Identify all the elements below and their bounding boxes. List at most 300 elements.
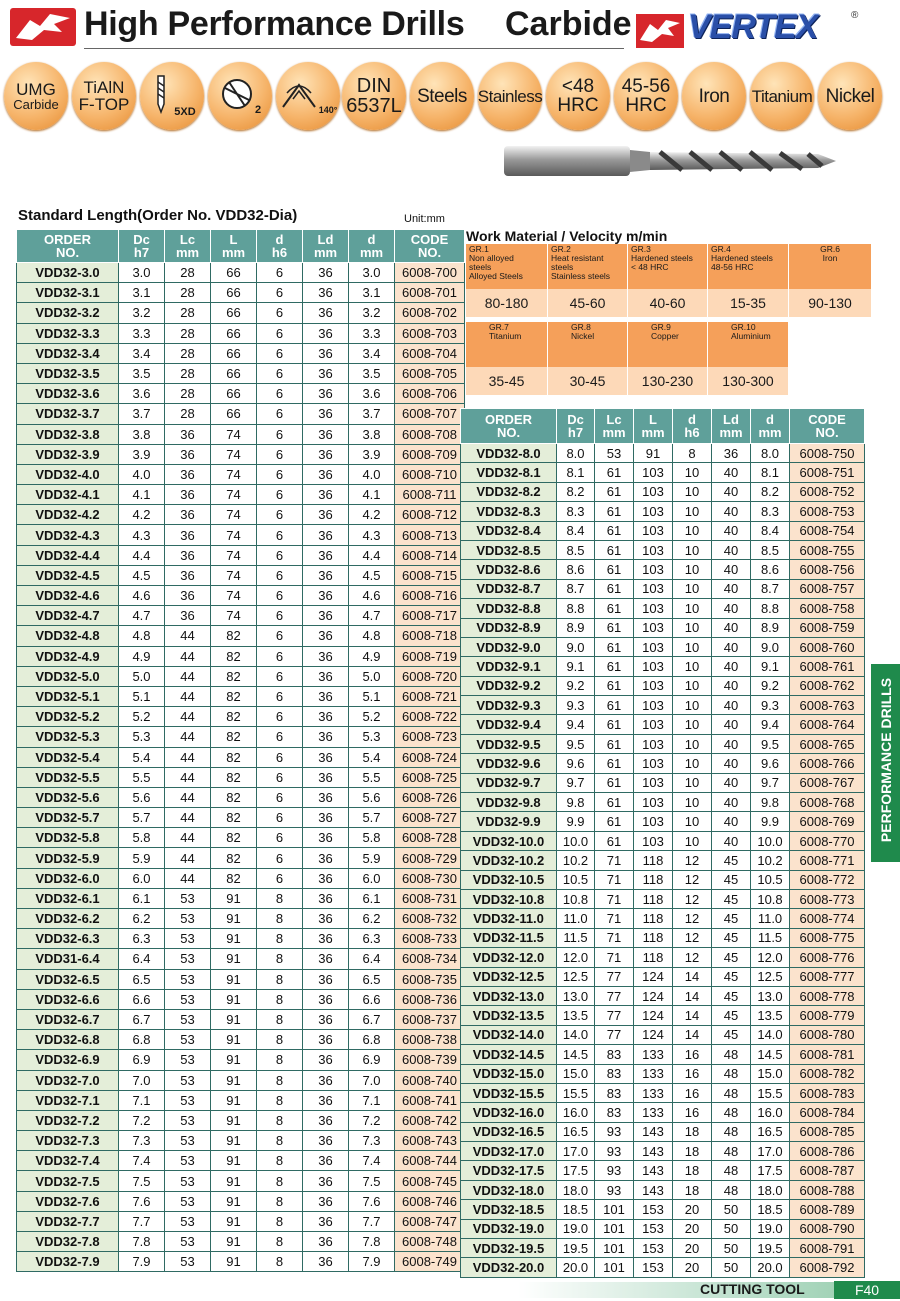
table-row [17, 646, 465, 666]
spec-cell: 91 [211, 1009, 257, 1029]
spec-cell: 61 [595, 657, 634, 676]
spec-cell: 8 [257, 1191, 303, 1211]
spec-cell: 19.0 [557, 1219, 595, 1238]
order-number-cell: VDD32-12.5 [461, 967, 557, 986]
spec-cell: 6.2 [119, 909, 165, 929]
spec-cell: 6 [257, 464, 303, 484]
spec-cell: 8.9 [751, 618, 790, 637]
badge-label: Titanium [751, 86, 813, 106]
spec-cell: 17.0 [751, 1142, 790, 1161]
spec-cell: 6 [257, 727, 303, 747]
spec-table-right [460, 408, 865, 1278]
spec-cell: 6 [257, 808, 303, 828]
velocity-value: 30-45 [548, 367, 627, 395]
spec-cell: 71 [595, 948, 634, 967]
order-number-cell: VDD32-4.9 [17, 646, 119, 666]
table-row [17, 1070, 465, 1090]
spec-cell: 8.2 [557, 482, 595, 501]
spec-cell: 3.3 [119, 323, 165, 343]
column-header [712, 409, 751, 444]
spec-cell: 53 [165, 1171, 211, 1191]
code-number-cell: 6008-788 [790, 1180, 865, 1199]
spec-cell: 20 [673, 1239, 712, 1258]
badge-label: Steels [417, 85, 467, 107]
spec-cell: 82 [211, 848, 257, 868]
spec-cell: 14 [673, 1025, 712, 1044]
column-header-line2: mm [359, 245, 384, 260]
material-group-code: GR.8 [571, 322, 591, 332]
spec-cell: 101 [595, 1219, 634, 1238]
order-number-cell: VDD32-9.0 [461, 637, 557, 656]
spec-cell: 4.5 [119, 565, 165, 585]
table-row [461, 986, 865, 1005]
order-number-cell: VDD32-10.2 [461, 851, 557, 870]
code-number-cell: 6008-720 [395, 666, 465, 686]
material-group-code: GR.9 [651, 322, 671, 332]
spec-cell: 8 [257, 1090, 303, 1110]
code-number-cell: 6008-711 [395, 485, 465, 505]
code-number-cell: 6008-734 [395, 949, 465, 969]
spec-cell: 103 [634, 715, 673, 734]
order-number-cell: VDD32-5.7 [17, 808, 119, 828]
spec-cell: 6 [257, 485, 303, 505]
spec-cell: 36 [165, 464, 211, 484]
spec-cell: 14.5 [751, 1045, 790, 1064]
spec-cell: 7.0 [119, 1070, 165, 1090]
spec-cell: 40 [712, 812, 751, 831]
material-group-code: GR.3 [631, 244, 651, 254]
spec-cell: 28 [165, 323, 211, 343]
spec-cell: 16.0 [751, 1103, 790, 1122]
spec-cell: 6.8 [119, 1030, 165, 1050]
spec-cell: 36 [303, 1090, 349, 1110]
feature-badge [818, 62, 882, 130]
spec-cell: 18.5 [751, 1200, 790, 1219]
material-group-header [628, 244, 707, 289]
spec-cell: 66 [211, 384, 257, 404]
column-header [751, 409, 790, 444]
spec-cell: 10 [673, 657, 712, 676]
column-header-line1: Ld [317, 232, 334, 247]
spec-cell: 103 [634, 773, 673, 792]
spec-cell: 40 [712, 734, 751, 753]
column-header-line1: Lc [179, 232, 196, 247]
table-row [461, 521, 865, 540]
spec-cell: 6 [257, 444, 303, 464]
spec-cell: 44 [165, 828, 211, 848]
spec-cell: 83 [595, 1083, 634, 1102]
spec-cell: 40 [712, 463, 751, 482]
spec-cell: 103 [634, 754, 673, 773]
order-number-cell: VDD32-6.8 [17, 1030, 119, 1050]
code-number-cell: 6008-790 [790, 1219, 865, 1238]
spec-cell: 5.7 [349, 808, 395, 828]
badge-content [13, 81, 59, 111]
order-number-cell: VDD32-16.0 [461, 1103, 557, 1122]
spec-cell: 5.1 [119, 686, 165, 706]
spec-cell: 61 [595, 521, 634, 540]
spec-cell: 10.2 [557, 851, 595, 870]
code-number-cell: 6008-706 [395, 384, 465, 404]
spec-cell: 36 [303, 1110, 349, 1130]
spec-cell: 3.4 [119, 343, 165, 363]
order-number-cell: VDD32-4.8 [17, 626, 119, 646]
spec-cell: 153 [634, 1200, 673, 1219]
code-number-cell: 6008-776 [790, 948, 865, 967]
order-number-cell: VDD32-8.6 [461, 560, 557, 579]
order-number-cell: VDD32-8.0 [461, 444, 557, 463]
badge-content [752, 88, 813, 105]
spec-cell: 10 [673, 831, 712, 850]
spec-cell: 53 [165, 1252, 211, 1272]
spec-cell: 36 [303, 505, 349, 525]
spec-cell: 91 [211, 969, 257, 989]
material-group-desc: Nickel [571, 331, 595, 341]
spec-cell: 36 [303, 909, 349, 929]
spec-cell: 16 [673, 1045, 712, 1064]
order-number-cell: VDD32-5.4 [17, 747, 119, 767]
order-number-cell: VDD32-18.0 [461, 1180, 557, 1199]
spec-cell: 36 [303, 1030, 349, 1050]
table-row [17, 1232, 465, 1252]
spec-cell: 61 [595, 773, 634, 792]
spec-cell: 9.6 [557, 754, 595, 773]
spec-cell: 9.5 [751, 734, 790, 753]
table-row [17, 485, 465, 505]
code-number-cell: 6008-702 [395, 303, 465, 323]
column-header [17, 230, 119, 263]
spec-cell: 36 [303, 868, 349, 888]
column-header-line2: mm [175, 245, 200, 260]
feature-badge [72, 62, 136, 130]
order-number-cell: VDD32-7.4 [17, 1151, 119, 1171]
material-group-desc: Iron [822, 253, 838, 263]
spec-cell: 36 [165, 565, 211, 585]
spec-cell: 36 [303, 384, 349, 404]
column-header-line2: mm [313, 245, 338, 260]
spec-cell: 36 [303, 343, 349, 363]
code-number-cell: 6008-729 [395, 848, 465, 868]
code-number-cell: 6008-723 [395, 727, 465, 747]
spec-cell: 124 [634, 1006, 673, 1025]
spec-cell: 5.0 [119, 666, 165, 686]
spec-cell: 6 [257, 747, 303, 767]
spec-cell: 143 [634, 1161, 673, 1180]
code-number-cell: 6008-752 [790, 482, 865, 501]
spec-cell: 10 [673, 502, 712, 521]
spec-cell: 16 [673, 1103, 712, 1122]
table-row [461, 1258, 865, 1277]
table-body [461, 444, 865, 1278]
material-group-header [789, 244, 871, 289]
order-number-cell: VDD32-9.5 [461, 734, 557, 753]
spec-cell: 10 [673, 773, 712, 792]
spec-cell: 20 [673, 1219, 712, 1238]
column-header-line2: h6 [271, 245, 288, 260]
spec-cell: 36 [165, 505, 211, 525]
spec-cell: 40 [712, 599, 751, 618]
code-number-cell: 6008-778 [790, 986, 865, 1005]
work-material-title: Work Material / Velocity m/min [466, 228, 668, 244]
material-group-header [708, 322, 788, 367]
table-row [17, 1090, 465, 1110]
code-number-cell: 6008-725 [395, 767, 465, 787]
spec-cell: 36 [303, 606, 349, 626]
spec-cell: 93 [595, 1142, 634, 1161]
column-header [303, 230, 349, 263]
code-number-cell: 6008-739 [395, 1050, 465, 1070]
spec-cell: 101 [595, 1258, 634, 1277]
code-number-cell: 6008-719 [395, 646, 465, 666]
spec-cell: 10 [673, 754, 712, 773]
spec-cell: 6 [257, 263, 303, 283]
spec-cell: 6.1 [349, 888, 395, 908]
spec-cell: 103 [634, 618, 673, 637]
code-number-cell: 6008-774 [790, 909, 865, 928]
order-number-cell: VDD32-9.8 [461, 793, 557, 812]
registered-mark: ® [851, 10, 859, 21]
spec-cell: 45 [712, 948, 751, 967]
badge-label: Stainless [477, 86, 543, 106]
velocity-value: 90-130 [789, 289, 871, 317]
spec-cell: 8 [257, 969, 303, 989]
badge-content [826, 87, 875, 106]
spec-cell: 36 [303, 767, 349, 787]
spec-cell: 44 [165, 666, 211, 686]
code-number-cell: 6008-727 [395, 808, 465, 828]
code-number-cell: 6008-786 [790, 1142, 865, 1161]
spec-cell: 10.8 [751, 889, 790, 908]
order-number-cell: VDD32-6.7 [17, 1009, 119, 1029]
spec-cell: 93 [595, 1161, 634, 1180]
spec-cell: 71 [595, 928, 634, 947]
spec-cell: 143 [634, 1122, 673, 1141]
spec-cell: 40 [712, 502, 751, 521]
table-row [461, 773, 865, 792]
table-row [17, 848, 465, 868]
spec-cell: 17.5 [557, 1161, 595, 1180]
spec-cell: 6 [257, 828, 303, 848]
code-number-cell: 6008-769 [790, 812, 865, 831]
spec-cell: 82 [211, 828, 257, 848]
spec-cell: 7.6 [119, 1191, 165, 1211]
spec-cell: 103 [634, 831, 673, 850]
table-row [17, 949, 465, 969]
spec-cell: 53 [595, 444, 634, 463]
table-row [17, 464, 465, 484]
spec-cell: 4.6 [349, 586, 395, 606]
order-number-cell: VDD32-10.0 [461, 831, 557, 850]
table-row [461, 599, 865, 618]
spec-cell: 53 [165, 989, 211, 1009]
order-number-cell: VDD32-4.7 [17, 606, 119, 626]
spec-cell: 3.5 [349, 363, 395, 383]
spec-cell: 5.2 [119, 707, 165, 727]
code-number-cell: 6008-704 [395, 343, 465, 363]
code-number-cell: 6008-746 [395, 1191, 465, 1211]
order-number-cell: VDD32-5.0 [17, 666, 119, 686]
table-row [461, 928, 865, 947]
spec-cell: 8 [257, 1151, 303, 1171]
spec-cell: 36 [303, 848, 349, 868]
spec-cell: 5.7 [119, 808, 165, 828]
code-number-cell: 6008-755 [790, 540, 865, 559]
spec-cell: 118 [634, 928, 673, 947]
table-row [461, 579, 865, 598]
order-number-cell: VDD32-3.2 [17, 303, 119, 323]
spec-cell: 91 [211, 1252, 257, 1272]
spec-cell: 12.5 [557, 967, 595, 986]
table-header [461, 409, 865, 444]
spec-cell: 118 [634, 870, 673, 889]
spec-cell: 6 [257, 666, 303, 686]
table-row [461, 1239, 865, 1258]
feature-badge [4, 62, 68, 130]
spec-cell: 36 [165, 444, 211, 464]
column-header-line2: h7 [567, 425, 584, 440]
spec-cell: 12 [673, 948, 712, 967]
material-group-desc: steels [469, 262, 492, 272]
spec-cell: 50 [712, 1200, 751, 1219]
material-group-code: GR.2 [551, 244, 571, 254]
badge-label: TiAlN [83, 78, 125, 97]
spec-cell: 48 [712, 1180, 751, 1199]
spec-cell: 53 [165, 1050, 211, 1070]
spec-cell: 10.0 [557, 831, 595, 850]
standard-length-title: Standard Length(Order No. VDD32-Dia) [18, 207, 298, 224]
spec-cell: 9.0 [751, 637, 790, 656]
spec-cell: 40 [712, 754, 751, 773]
spec-cell: 17.5 [751, 1161, 790, 1180]
spec-cell: 8.1 [751, 463, 790, 482]
table-row [461, 967, 865, 986]
badge-label: HRC [625, 95, 667, 116]
spec-cell: 53 [165, 1232, 211, 1252]
spec-cell: 36 [303, 929, 349, 949]
spec-cell: 9.3 [557, 696, 595, 715]
spec-cell: 3.3 [349, 323, 395, 343]
spec-cell: 36 [303, 1191, 349, 1211]
spec-cell: 18 [673, 1142, 712, 1161]
spec-cell: 6.9 [349, 1050, 395, 1070]
material-group-code: GR.7 [489, 322, 509, 332]
spec-cell: 36 [303, 1070, 349, 1090]
code-number-cell: 6008-781 [790, 1045, 865, 1064]
spec-cell: 82 [211, 727, 257, 747]
feature-badge [140, 62, 204, 130]
spec-cell: 6 [257, 384, 303, 404]
spec-cell: 7.9 [119, 1252, 165, 1272]
spec-cell: 103 [634, 521, 673, 540]
spec-cell: 45 [712, 928, 751, 947]
table-row [461, 1045, 865, 1064]
spec-cell: 20.0 [751, 1258, 790, 1277]
spec-cell: 36 [303, 283, 349, 303]
spec-cell: 74 [211, 606, 257, 626]
spec-cell: 5.0 [349, 666, 395, 686]
column-header-line1: d [766, 412, 774, 427]
table-row [17, 1009, 465, 1029]
spec-cell: 12 [673, 851, 712, 870]
table-row [461, 1064, 865, 1083]
spec-cell: 44 [165, 808, 211, 828]
order-number-cell: VDD32-6.9 [17, 1050, 119, 1070]
spec-cell: 3.7 [119, 404, 165, 424]
spec-cell: 48 [712, 1103, 751, 1122]
code-number-cell: 6008-763 [790, 696, 865, 715]
column-header-line2: h6 [684, 425, 700, 440]
code-number-cell: 6008-735 [395, 969, 465, 989]
table-row [461, 1219, 865, 1238]
column-header-line2: mm [719, 425, 743, 440]
spec-cell: 10 [673, 482, 712, 501]
material-group-code: GR.4 [711, 244, 731, 254]
spec-cell: 7.4 [349, 1151, 395, 1171]
spec-cell: 8 [673, 444, 712, 463]
code-number-cell: 6008-747 [395, 1211, 465, 1231]
table-row [17, 586, 465, 606]
spec-cell: 6.3 [119, 929, 165, 949]
spec-cell: 8 [257, 989, 303, 1009]
table-row [17, 323, 465, 343]
velocity-value: 40-60 [628, 289, 707, 317]
badge-content [346, 76, 402, 116]
badge-content [557, 77, 598, 115]
table-row [461, 831, 865, 850]
table-row [17, 1030, 465, 1050]
badge-content [478, 88, 542, 105]
spec-cell: 44 [165, 727, 211, 747]
spec-cell: 36 [303, 1232, 349, 1252]
spec-cell: 7.4 [119, 1151, 165, 1171]
table-row [461, 754, 865, 773]
spec-cell: 53 [165, 1009, 211, 1029]
spec-cell: 10 [673, 560, 712, 579]
order-number-cell: VDD32-8.1 [461, 463, 557, 482]
code-number-cell: 6008-710 [395, 464, 465, 484]
spec-cell: 40 [712, 521, 751, 540]
spec-cell: 118 [634, 889, 673, 908]
spec-cell: 40 [712, 676, 751, 695]
table-row [17, 1171, 465, 1191]
spec-cell: 53 [165, 969, 211, 989]
order-number-cell: VDD32-5.1 [17, 686, 119, 706]
spec-cell: 44 [165, 868, 211, 888]
spec-cell: 36 [303, 626, 349, 646]
spec-cell: 28 [165, 384, 211, 404]
badge-label: F-TOP [78, 95, 130, 114]
feature-badge [276, 62, 340, 130]
spec-cell: 61 [595, 618, 634, 637]
material-group-desc: Titanium [489, 331, 522, 341]
spec-cell: 6 [257, 283, 303, 303]
order-number-cell: VDD32-5.5 [17, 767, 119, 787]
spec-cell: 133 [634, 1045, 673, 1064]
spec-cell: 61 [595, 637, 634, 656]
spec-cell: 7.0 [349, 1070, 395, 1090]
code-number-cell: 6008-784 [790, 1103, 865, 1122]
spec-cell: 4.4 [119, 545, 165, 565]
table-row [461, 676, 865, 695]
spec-cell: 6.3 [349, 929, 395, 949]
spec-cell: 10 [673, 715, 712, 734]
spec-cell: 77 [595, 1025, 634, 1044]
spec-cell: 8.4 [751, 521, 790, 540]
spec-cell: 3.8 [349, 424, 395, 444]
spec-cell: 74 [211, 525, 257, 545]
spec-cell: 50 [712, 1239, 751, 1258]
spec-cell: 6.1 [119, 888, 165, 908]
